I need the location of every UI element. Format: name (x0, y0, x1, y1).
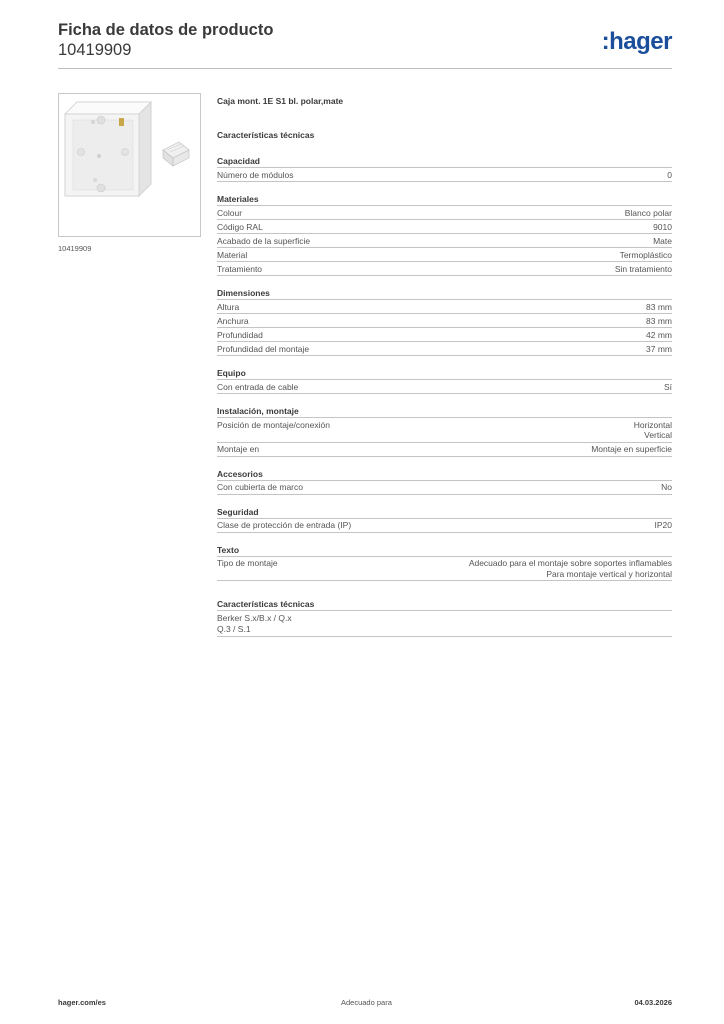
section-title: Instalación, montaje (217, 406, 672, 418)
spec-value (653, 236, 672, 247)
spec-row (217, 342, 672, 356)
section-title: Equipo (217, 368, 672, 380)
spec-label: Clase de protección de entrada (IP) (217, 520, 352, 530)
document-title: Ficha de datos de producto (58, 21, 274, 39)
spec-row (217, 300, 672, 314)
spec-row (217, 234, 672, 248)
footer-center-text: Adecuado para (341, 998, 392, 1007)
header-divider (58, 68, 672, 69)
spec-row (217, 328, 672, 342)
spec-section (217, 469, 672, 495)
section-title: Capacidad (217, 156, 672, 168)
spec-value-line: 83 mm (646, 315, 672, 326)
spec-value-line: 42 mm (646, 329, 672, 340)
spec-value (469, 558, 672, 579)
spec-value-line: Mate (653, 235, 672, 246)
spec-value (646, 316, 672, 327)
spec-content (217, 96, 672, 637)
spec-value-line: 9010 (653, 221, 672, 232)
spec-value-line: Sí (663, 381, 672, 392)
spec-row (217, 443, 672, 457)
spec-label: Con entrada de cable (217, 381, 299, 392)
spec-value (646, 302, 672, 313)
bottom-section-text (217, 611, 672, 637)
spec-label: Altura (217, 301, 240, 312)
spec-value-line: Horizontal (633, 419, 672, 430)
spec-label: Profundidad (217, 329, 263, 340)
bottom-text-line: Q.3 / S.1 (217, 623, 251, 634)
spec-section (217, 507, 672, 533)
spec-value-line: Termoplástico (619, 249, 672, 260)
spec-row (217, 220, 672, 234)
spec-row (217, 314, 672, 328)
spec-value (646, 330, 672, 341)
spec-value-line: 83 mm (646, 301, 672, 312)
page-header (58, 20, 672, 70)
spec-label: Tratamiento (217, 263, 263, 274)
spec-value-line: 37 mm (646, 343, 672, 354)
spec-value-line: Adecuado para el montaje sobre soportes inflamables (468, 558, 672, 568)
spec-value (591, 444, 672, 455)
hager-logo: :hager (601, 28, 672, 55)
spec-value-line: Montaje en superficie (591, 444, 672, 454)
spec-label: Posición de montaje/conexión (217, 419, 330, 430)
section-title: Dimensiones (217, 288, 672, 300)
section-title: Materiales (217, 194, 672, 206)
footer-website[interactable]: hager.com/es (58, 998, 106, 1007)
spec-value (661, 482, 672, 493)
surface-mount-box-illustration (59, 94, 200, 236)
spec-section (217, 194, 672, 276)
spec-section (217, 406, 672, 457)
spec-value (615, 264, 672, 275)
spec-row (217, 380, 672, 394)
spec-label: Acabado de la superficie (217, 235, 311, 246)
product-image (58, 93, 201, 237)
spec-value (653, 222, 672, 233)
spec-label: Montaje en (217, 444, 260, 454)
technical-characteristics-heading: Características técnicas (217, 130, 315, 140)
spec-row (217, 168, 672, 182)
section-title: Seguridad (217, 507, 672, 519)
section-title: Accesorios (217, 469, 672, 481)
spec-value (620, 250, 672, 261)
product-code: 10419909 (58, 41, 132, 59)
spec-label: Profundidad del montaje (217, 343, 310, 354)
spec-row (217, 519, 672, 533)
spec-label: Tipo de montaje (217, 558, 278, 568)
spec-value-line: IP20 (654, 520, 672, 530)
spec-value (625, 208, 672, 219)
spec-section (217, 368, 672, 394)
spec-value (664, 382, 672, 393)
product-name: Caja mont. 1E S1 bl. polar,mate (217, 96, 344, 106)
spec-section (217, 156, 672, 182)
bottom-section (217, 599, 672, 637)
spec-label: Material (217, 249, 248, 260)
footer-date: 04.03.2026 (634, 998, 672, 1007)
spec-value-line: Sin tratamiento (614, 263, 672, 274)
spec-value-line: 0 (667, 169, 672, 180)
spec-section (217, 545, 672, 582)
spec-label: Número de módulos (217, 169, 294, 180)
spec-value (634, 420, 672, 441)
spec-value-line: Blanco polar (624, 207, 672, 218)
spec-value-line: No (661, 482, 672, 492)
bottom-section-title: Características técnicas (217, 599, 672, 611)
image-caption: 10419909 (58, 244, 92, 253)
spec-row (217, 262, 672, 276)
bottom-text-line: Berker S.x/B.x / Q.x (217, 613, 292, 623)
section-title: Texto (217, 545, 672, 557)
spec-label: Anchura (217, 315, 249, 326)
spec-value (655, 520, 673, 531)
spec-row (217, 481, 672, 495)
spec-row (217, 557, 672, 582)
spec-label: Con cubierta de marco (217, 482, 303, 492)
spec-label: Colour (217, 207, 243, 218)
spec-row (217, 418, 672, 443)
spec-label: Código RAL (217, 221, 263, 232)
spec-section (217, 288, 672, 356)
spec-value-line: Para montaje vertical y horizontal (546, 568, 672, 579)
spec-value-line: Vertical (644, 430, 672, 440)
spec-value (646, 344, 672, 355)
spec-row (217, 206, 672, 220)
spec-value (667, 170, 672, 181)
spec-sections (217, 156, 672, 581)
spec-row (217, 248, 672, 262)
